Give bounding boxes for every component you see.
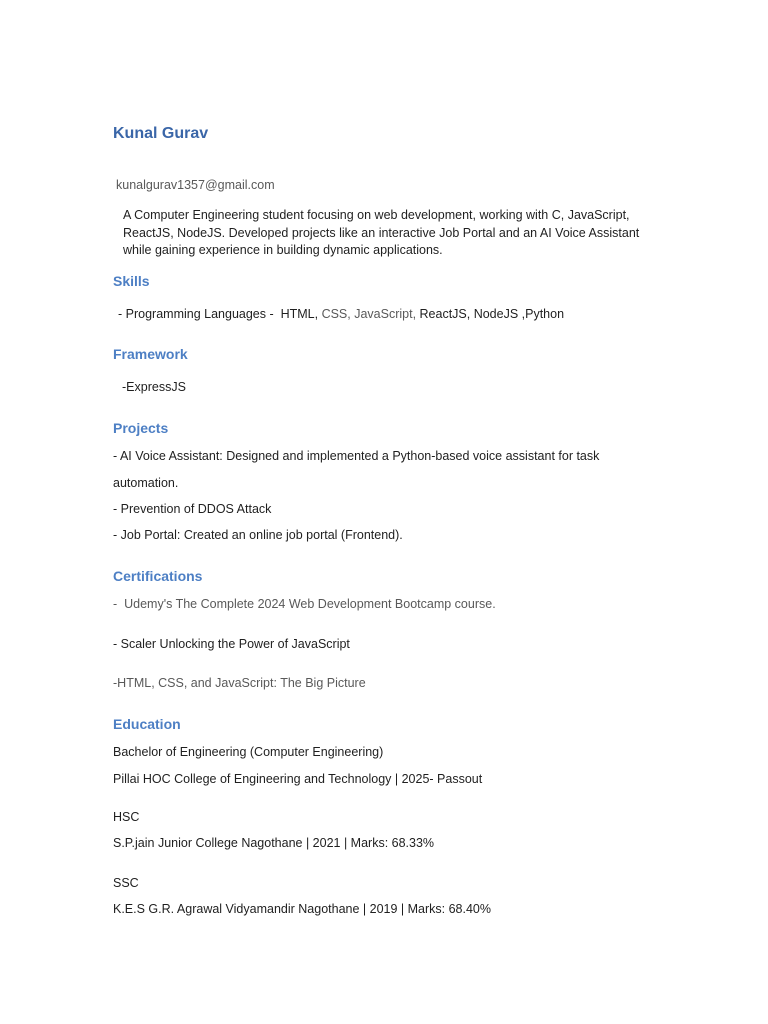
education-ssc-detail: K.E.S G.R. Agrawal Vidyamandir Nagothane | 2019 | Marks: 68.40% bbox=[113, 902, 491, 916]
projects-heading: Projects bbox=[113, 420, 169, 436]
project-item: automation. bbox=[113, 476, 179, 490]
project-item: - Prevention of DDOS Attack bbox=[113, 502, 272, 516]
education-heading: Education bbox=[113, 716, 181, 732]
email-address: kunalgurav1357@gmail.com bbox=[116, 178, 275, 192]
certification-item: -HTML, CSS, and JavaScript: The Big Picture bbox=[113, 676, 366, 690]
skills-line-suffix: ReactJS, NodeJS ,Python bbox=[416, 307, 565, 321]
education-hsc-label: HSC bbox=[113, 810, 140, 824]
education-ssc-label: SSC bbox=[113, 876, 139, 890]
project-item: - AI Voice Assistant: Designed and implemented a Python-based voice assistant for task bbox=[113, 449, 600, 463]
framework-heading: Framework bbox=[113, 346, 188, 362]
framework-item: -ExpressJS bbox=[122, 380, 186, 394]
certification-item: - Udemy's The Complete 2024 Web Development Bootcamp course. bbox=[113, 597, 496, 611]
skills-line-gray: CSS, JavaScript, bbox=[321, 307, 417, 321]
education-hsc-detail: S.P.jain Junior College Nagothane | 2021 | Marks: 68.33% bbox=[113, 836, 435, 850]
summary-paragraph: A Computer Engineering student focusing on web development, working with C, JavaScript, ReactJS, NodeJS. Developed projects like an interactive Job Portal and an AI Voice Assistant while gaining experience in building dynamic applications. bbox=[123, 208, 640, 257]
education-college: Pillai HOC College of Engineering and Technology | 2025- Passout bbox=[113, 772, 483, 786]
skills-line-prefix: - Programming Languages - HTML, bbox=[118, 307, 322, 321]
certification-item: - Scaler Unlocking the Power of JavaScript bbox=[113, 637, 350, 651]
certifications-heading: Certifications bbox=[113, 568, 203, 584]
skills-heading: Skills bbox=[113, 273, 150, 289]
skills-programming-languages bbox=[118, 307, 564, 321]
resume-name: Kunal Gurav bbox=[113, 125, 209, 142]
project-item: - Job Portal: Created an online job portal (Frontend). bbox=[113, 528, 403, 542]
education-degree: Bachelor of Engineering (Computer Engineering) bbox=[113, 745, 384, 759]
